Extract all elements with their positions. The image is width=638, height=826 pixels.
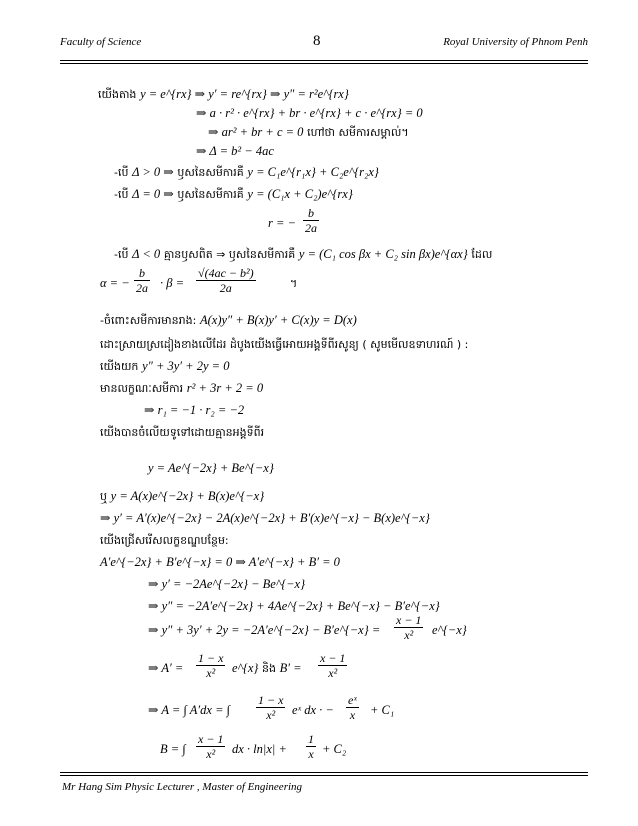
- numerator: x − 1: [198, 732, 224, 746]
- numerator: eˣ: [348, 693, 357, 707]
- equation: ⇒ y″ = −2A′e^{−2x} + 4Ae^{−2x} + Be^{−x} − B′e^{−x}: [148, 599, 440, 613]
- numerator: b: [303, 206, 319, 221]
- footer-rule-2: [60, 775, 588, 776]
- beta-label: [160, 275, 184, 291]
- equation: · β =: [160, 276, 185, 290]
- equation: ⇒ r₁ = −1 · r₂ = −2: [144, 403, 245, 417]
- equation: r² + 3r + 2 = 0: [186, 381, 264, 395]
- footer-author: Mr Hang Sim Physic Lecturer , Master of Engineering: [62, 781, 303, 793]
- equation: α = −: [100, 276, 130, 290]
- equation: + C₁: [370, 703, 395, 717]
- khmer-text: ឫសនៃសមីការគឺ: [177, 166, 244, 179]
- equation: Δ < 0: [132, 247, 161, 261]
- line-general-solution-label: [100, 424, 264, 441]
- denominator: 2a: [305, 221, 317, 235]
- equation: ⇒ y′ = A′(x)e^{−2x} − 2A(x)e^{−2x} + B′(x)e^{−x} − B(x)e^{−x}: [100, 511, 430, 525]
- equation: y = Ae^{−2x} + Be^{−x}: [148, 461, 274, 475]
- fraction-integrand-A: [256, 693, 285, 722]
- denominator: x²: [206, 666, 216, 680]
- line-extra-condition: [100, 532, 229, 549]
- denominator: x²: [404, 628, 414, 642]
- footer-rule: [60, 772, 588, 773]
- equation: A(x)y″ + B(x)y′ + C(x)y = D(x): [199, 313, 357, 327]
- equation: ⇒ Δ = b² − 4ac: [196, 144, 274, 158]
- khmer-text: ឫសនៃសមីការគឺ: [177, 188, 244, 201]
- header-rule-2: [60, 63, 588, 64]
- equation: e^{x}: [232, 661, 259, 675]
- khmer-text: -បើ: [114, 188, 129, 201]
- line-case-positive: [114, 164, 379, 181]
- equation: Δ > 0 ⇒: [132, 165, 174, 179]
- khmer-text: យើងតាង: [98, 88, 137, 101]
- numerator: b: [134, 266, 150, 281]
- header-rule: [60, 60, 588, 61]
- equation: B′ =: [279, 661, 302, 675]
- equation: A′e^{−2x} + B′e^{−x} = 0 ⇒ A′e^{−x} + B′ = 0: [100, 555, 340, 569]
- equation: y = e^{rx} ⇒ y′ = re^{rx} ⇒ y″ = r²e^{rx}: [140, 87, 349, 101]
- fraction-b-over-2a: [303, 206, 319, 235]
- line-double-root: [268, 215, 296, 231]
- fraction-x-minus-1-over-x2: [394, 613, 423, 642]
- equation: ⇒ A′ =: [148, 661, 184, 675]
- numerator: 1 − x: [258, 693, 284, 707]
- numerator: 1: [308, 732, 314, 746]
- line-case-negative: [114, 246, 492, 263]
- exp-factor: [432, 622, 467, 638]
- equation: + C₂: [322, 742, 347, 756]
- line-y-double-prime: [148, 598, 440, 614]
- numerator: √(4ac − b²): [198, 266, 254, 280]
- equation: ⇒ y″ + 3y′ + 2y = −2A′e^{−2x} − B′e^{−x} =: [148, 623, 381, 637]
- denominator: 2a: [136, 281, 148, 295]
- khmer-text: គ្មានឫសពិត ⇒ ឫសនៃសមីការគឺ: [163, 248, 296, 261]
- khmer-text: ដែល: [471, 248, 493, 261]
- denominator: 2a: [219, 281, 232, 295]
- equation: ⇒ a · r² · e^{rx} + br · e^{rx} + c · e^{rx} = 0: [196, 106, 423, 120]
- fraction-B-prime: [318, 651, 347, 680]
- integral-A-mid: [292, 702, 334, 718]
- line-case-zero: [114, 186, 353, 203]
- line-condition-eq: [100, 554, 340, 570]
- equation: ⇒ ar² + br + c = 0: [208, 125, 304, 139]
- line-characteristic-expand: [196, 105, 423, 121]
- constant-C2: [322, 741, 346, 757]
- fraction-ex-over-x: [346, 693, 359, 722]
- numerator: x − 1: [320, 651, 346, 665]
- line-method-note: [100, 336, 468, 353]
- denominator: x: [308, 747, 314, 761]
- numerator: x − 1: [396, 613, 422, 627]
- constant-C1: [370, 702, 394, 718]
- line-integral-B: [160, 741, 186, 757]
- line-characteristic-eq: [208, 124, 409, 141]
- equation: y = A(x)e^{−2x} + B(x)e^{−x}: [110, 489, 265, 503]
- equation: ⇒ y′ = −2Ae^{−2x} − Be^{−x}: [148, 577, 306, 591]
- khmer-text: ហៅថា សមីការសម្គាល់។: [307, 126, 409, 139]
- equation: ⇒ A = ∫ A′dx = ∫: [148, 703, 231, 717]
- khmer-text: -បើ: [114, 166, 129, 179]
- equation: y = C₁e^{r₁x} + C₂e^{r₂x}: [247, 165, 379, 179]
- khmer-text: និង: [262, 662, 276, 675]
- line-y-prime: [148, 576, 305, 592]
- fraction-A-prime: [196, 651, 225, 680]
- integral-B-mid: [232, 741, 287, 757]
- fraction-1-over-x: [306, 732, 316, 761]
- line-substitution: [98, 86, 349, 103]
- denominator: x²: [266, 708, 276, 722]
- khmer-text: មានលក្ខណៈសមីការ: [100, 382, 184, 395]
- khmer-text: -បើ: [114, 248, 129, 261]
- equation: Δ = 0 ⇒: [132, 187, 174, 201]
- header-university: Royal University of Phnom Penh: [443, 36, 588, 48]
- fraction-integrand-B: [196, 732, 225, 761]
- equation: dx · ln|x| +: [232, 742, 287, 756]
- line-roots: [144, 402, 244, 418]
- header-faculty: Faculty of Science: [60, 36, 142, 48]
- khmer-text: យើងជ្រើសរើសលក្ខខណ្ឌបន្ថែម:: [100, 534, 229, 547]
- khmer-text: ។: [290, 277, 298, 290]
- line-discriminant: [196, 143, 274, 159]
- line-example-eq: [100, 358, 229, 375]
- line-A-prime-B-prime: [148, 660, 183, 676]
- khmer-text: -ចំពោះសមីការមានរាង:: [100, 314, 197, 327]
- khmer-text: ដោះស្រាយស្រដៀងខាងលើដែរ ដំបូងយើងធ្វើអោយអង្គទីពីរសូន្យ ( សូមមើលឧទាហរណ៍ ) :: [100, 338, 469, 351]
- equation: B = ∫: [160, 742, 186, 756]
- khmer-text: យើងយក: [100, 360, 139, 373]
- page-number: 8: [313, 33, 321, 49]
- line-variation-ansatz: [100, 488, 264, 505]
- khmer-text: ឬ: [100, 490, 107, 503]
- exp-x-and: [232, 660, 302, 677]
- line-integral-A: [148, 702, 230, 718]
- page-header: [60, 33, 588, 56]
- equation: y″ + 3y′ + 2y = 0: [142, 359, 230, 373]
- line-homogeneous-solution: [148, 460, 274, 476]
- equation: y = (C₁x + C₂)e^{rx}: [247, 187, 353, 201]
- equation: eˣ dx · −: [292, 703, 334, 717]
- line-first-derivative: [100, 510, 430, 526]
- fraction-alpha: [134, 266, 150, 295]
- denominator: x²: [206, 747, 216, 761]
- line-substituted: [148, 622, 380, 638]
- equation: r = −: [268, 216, 296, 230]
- fraction-beta: [196, 266, 256, 295]
- equation: e^{−x}: [432, 623, 467, 637]
- line-example-char: [100, 380, 263, 397]
- line-general-form: [100, 312, 357, 329]
- numerator: 1 − x: [198, 651, 224, 665]
- full-stop: [290, 275, 297, 292]
- denominator: x²: [328, 666, 338, 680]
- khmer-text: យើងបានចំលើយទូទៅដោយគ្មានអង្គទីពីរ: [100, 426, 265, 439]
- denominator: x: [349, 708, 356, 722]
- equation: y = (C₁ cos βx + C₂ sin βx)e^{αx}: [298, 247, 468, 261]
- line-alpha-beta: [100, 275, 130, 291]
